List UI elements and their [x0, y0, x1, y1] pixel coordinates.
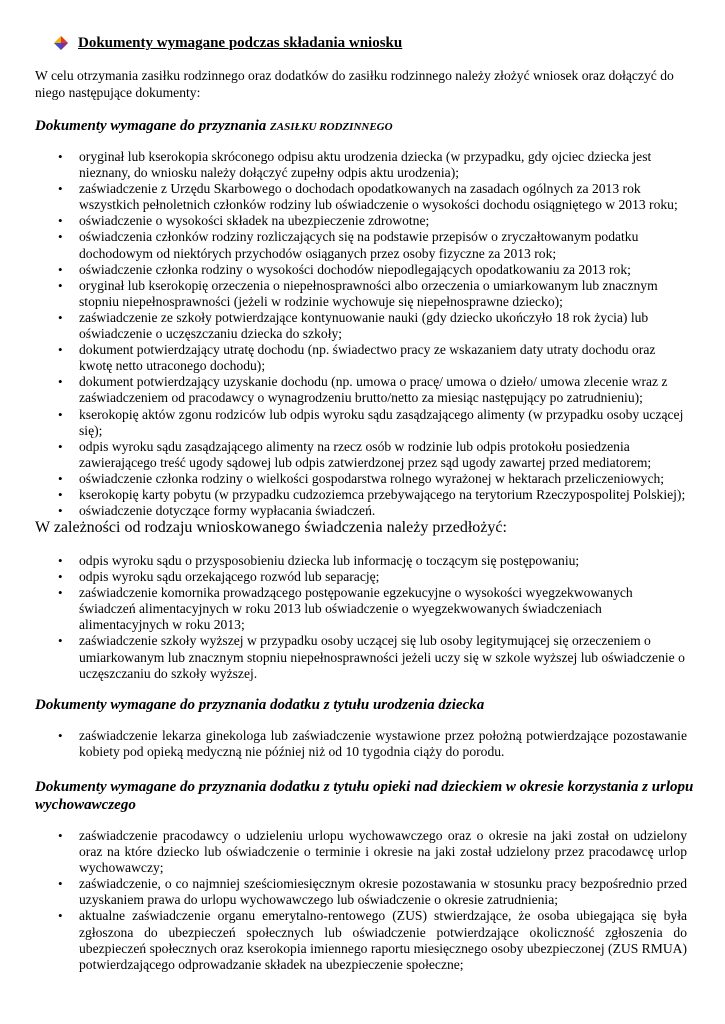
list-item — [0, 181, 725, 213]
list-item-text: • zaświadczenie, o co najmniej sześciomiesięcznym okresie pozostawania w stosunku pracy bezpośrednio przed uzyskaniem prawa do urlopu wychowawczego lub oświadczenie o okresie zatrudnienia; — [79, 876, 687, 908]
intro-paragraph: W celu otrzymania zasiłku rodzinnego oraz dodatków do zasiłku rodzinnego należy złożyć wniosek oraz dołączyć do niego następujące dokumenty: — [35, 68, 674, 100]
list-item-text: • zaświadczenie z Urzędu Skarbowego o dochodach opodatkowanych na zasadach ogólnych za 2013 rok wszystkich pełnoletnich członków rodziny lub oświadczenie o wysokości dochodu osiągniętego w 2013 roku; — [79, 181, 678, 213]
dependent-documents-list — [0, 553, 725, 682]
list-item-text: • zaświadczenie szkoły wyższej w przypadku osoby uczącej się lub osoby legitymującej się orzeczeniem o umiarkowanym lub znacznym stopniu niepełnosprawności jeżeli uczy się w szkole wyższej lub oświadczenie o uczęszczaniu do szkoły wyższej. — [79, 633, 685, 681]
list-item — [0, 728, 725, 760]
list-item-text: • aktualne zaświadczenie organu emerytalno-rentowego (ZUS) stwierdzające, że osoba ubiegająca się była zgłoszona do ubezpieczeń społecznych lub oświadczenie potwierdzające okoliczność zgłoszenia do ubezpieczeń społecznych oraz kserokopia imiennego raportu miesięcznego osoby ubezpieczonej (ZUS RMUA) potwierdzającego odprowadzanie składek na ubezpieczenie społeczne; — [79, 908, 687, 972]
list-item — [0, 310, 725, 342]
list-item-text: • kserokopię aktów zgonu rodziców lub odpis wyroku sądu zasądzającego alimenty (w przypadku osoby uczącej się); — [79, 406, 684, 438]
list-item — [0, 149, 725, 181]
list-item — [0, 262, 725, 278]
list-item-text: • oświadczenie członka rodziny o wielkości gospodarstwa rolnego wyrażonej w hektarach przeliczeniowych; — [79, 470, 665, 486]
section-title-main: Dokumenty wymagane do przyznania — [35, 118, 271, 134]
list-item-text: • zaświadczenie ze szkoły potwierdzające kontynuowanie nauki (gdy dziecko ukończyło 18 rok życia) lub oświadczenie o uczęszczaniu dziecka do szkoły; — [79, 309, 649, 342]
list-item-text: • oryginał lub kserokopia skróconego odpisu aktu urodzenia dziecka (w przypadku, gdy ojciec dziecka jest nieznany, do wniosku należy dołączyć zupełny odpis aktu urodzenia); — [79, 149, 652, 181]
section-title-urlop: Dokumenty wymagane do przyznania dodatku z tytułu opieki nad dzieckiem w okresie korzystania z urlopu wychowawczego — [35, 779, 694, 813]
list-item-text: • oświadczenia członków rodziny rozliczających się na podstawie przepisów o zryczałtowanym podatku dochodowym od niektórych przychodów osiąganych przez osoby fizyczne za 2013 rok; — [79, 229, 639, 261]
list-item-text: • dokument potwierdzający uzyskanie dochodu (np. umowa o pracę/ umowa o dzieło/ umowa zlecenie wraz z zaświadczeniem od pracodawcy o wynagrodzeniu brutto/netto za miesiąc następujący po zatrudnieniu); — [79, 374, 668, 406]
urlop-documents-list — [0, 828, 725, 973]
list-item — [0, 908, 725, 972]
list-item — [0, 585, 725, 633]
zasilek-documents-list — [0, 149, 725, 519]
list-item-text: • oświadczenie dotyczące formy wypłacania świadczeń. — [79, 503, 376, 519]
list-item-text: • oryginał lub kserokopię orzeczenia o niepełnosprawności albo orzeczenia o umiarkowanym lub znacznym stopniu niepełnosprawności (jeżeli w rodzinie wychowuje się niepełnosprawne dziecko); — [79, 277, 658, 309]
section-title-urodzenie: Dokumenty wymagane do przyznania dodatku z tytułu urodzenia dziecka — [35, 697, 485, 713]
list-item — [0, 407, 725, 439]
list-item-text: • odpis wyroku sądu o przysposobieniu dziecka lub informację o toczącym się postępowaniu; — [79, 553, 580, 568]
list-item — [0, 553, 725, 569]
list-item — [0, 633, 725, 681]
list-item — [0, 213, 725, 229]
urodzenie-documents-list — [0, 728, 725, 760]
list-item-text: • odpis wyroku sądu zasądzającego alimenty na rzecz osób w rodzinie lub odpis protokołu posiedzenia zawierającego treść ugody sądowej lub odpis zatwierdzonej przez sąd ugody zawartej przed mediatorem; — [79, 438, 652, 470]
main-heading — [54, 34, 402, 52]
list-item-text: • odpis wyroku sądu orzekającego rozwód lub separację; — [79, 569, 380, 585]
diamond-bullet-icon — [54, 36, 68, 50]
list-item — [0, 569, 725, 585]
list-item — [0, 876, 725, 908]
section-title-zasilek — [35, 117, 705, 136]
list-item-text: • kserokopię karty pobytu (w przypadku cudzoziemca przebywającego na terytorium Rzeczypospolitej Polskiej); — [79, 486, 686, 502]
list-item — [0, 374, 725, 406]
list-item — [0, 828, 725, 876]
main-heading-text: Dokumenty wymagane podczas składania wniosku — [78, 35, 403, 51]
list-item-text: • oświadczenie członka rodziny o wysokości dochodów niepodlegających opodatkowaniu za 2013 rok; — [79, 261, 631, 277]
list-item — [0, 229, 725, 261]
list-item — [0, 471, 725, 487]
list-item — [0, 487, 725, 503]
dependent-heading: W zależności od rodzaju wnioskowanego świadczenia należy przedłożyć: — [35, 519, 507, 536]
list-item-text: • zaświadczenie komornika prowadzącego postępowanie egzekucyjne o wysokości wyegzekwowanych świadczeń alimentacyjnych w roku 2013 lub oświadczenie o wyegzekwowanych świadczeniach alimentacyjnych w roku 2013; — [79, 585, 633, 633]
list-item-text: • zaświadczenie pracodawcy o udzieleniu urlopu wychowawczego oraz o okresie na jaki został on udzielony oraz na które dziecko lub oświadczenie o terminie i okresie na jaki został udzielony przez pracodawcę urlop wychowawczy; — [79, 828, 687, 876]
list-item-text: • dokument potwierdzający utratę dochodu (np. świadectwo pracy ze wskazaniem daty utraty dochodu oraz kwotę netto utraconego dochodu); — [79, 342, 656, 374]
list-item — [0, 439, 725, 471]
list-item — [0, 278, 725, 310]
list-item-text: • zaświadczenie lekarza ginekologa lub zaświadczenie wystawione przez położną potwierdzające pozostawanie kobiety pod opieką medyczną nie później niż od 10 tygodnia ciąży do porodu. — [79, 728, 687, 760]
list-item — [0, 503, 725, 519]
list-item — [0, 342, 725, 374]
list-item-text: • oświadczenie o wysokości składek na ubezpieczenie zdrowotne; — [79, 213, 430, 229]
section-title-small: ZASIŁKU RODZINNEGO — [270, 121, 393, 133]
